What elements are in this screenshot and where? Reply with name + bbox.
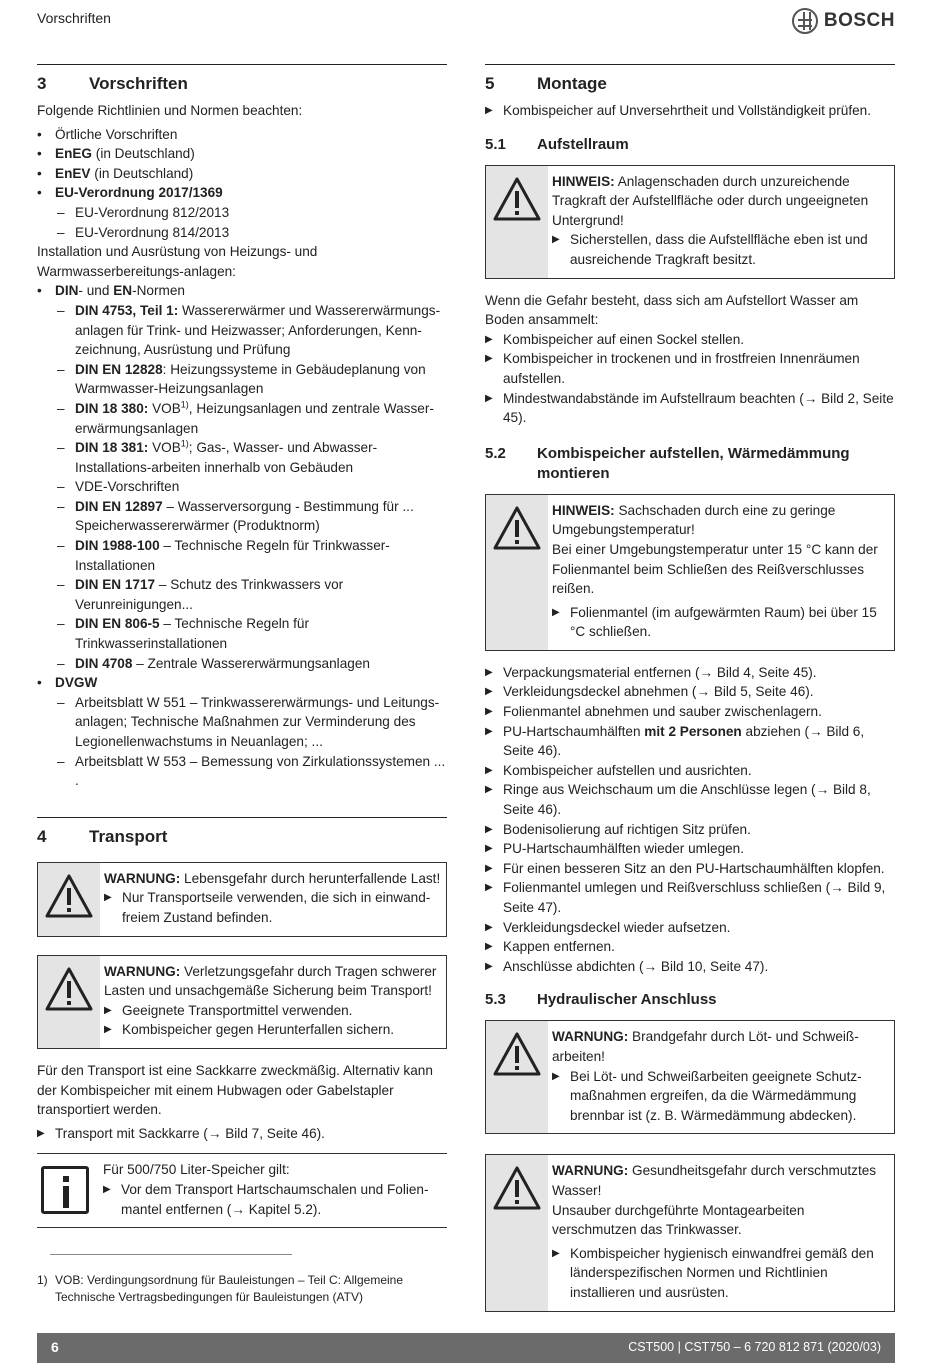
step-item: ▶ Kombispeicher hygienisch einwandfrei gemäß den länderspezifischen Normen und Richtlinien installieren und ausrüsten. [552,1244,890,1303]
step-item: ▶ Kombispeicher auf Unversehrtheit und Vollständigkeit prüfen. [485,101,895,121]
warning-icon-cell [486,1155,548,1310]
warning-box [485,1020,895,1134]
list-item: • DVGW – Arbeitsblatt W 551 – Trinkwassererwärmungs- und Leitungs-anlagen; Technische Maßnahmen zur Verminderung des Legionellenwachstums in Neuanlagen; ... – Arbeitsblatt W 553 – Bemessung von Zirkulationssystemen ... . [37,673,447,791]
list-item: – DIN EN 1717 – Schutz des Trinkwassers vor Verunreinigungen... [37,575,447,614]
section-5-heading [485,64,895,95]
warning-icon-cell [486,166,548,278]
subsection-title: Kombispeicher aufstellen, Wärmedämmung montieren [537,444,850,482]
notice-text: HINWEIS: Sachschaden durch eine zu geringe Umgebungstemperatur! [552,502,836,538]
section-title: Vorschriften [89,74,188,93]
footnote-number: 1) [37,1273,48,1287]
subsection-title: Hydraulischer Anschluss [537,991,717,1009]
subsection-5-2-heading [485,444,895,484]
step-item: ▶ Kappen entfernen. [485,937,895,957]
list-item: • EU-Verordnung 2017/1369 – EU-Verordnung 812/2013 – EU-Verordnung 814/2013 [37,183,447,242]
info-box [37,1153,447,1228]
warning-triangle-icon [492,1165,542,1211]
step-item: ▶ Ringe aus Weichschaum um die Anschlüsse legen (→ Bild 8, Seite 46). [485,780,895,819]
left-column [37,64,447,1238]
warning-box [37,862,447,937]
warning-text: WARNUNG: Verletzungsgefahr durch Tragen schwerer Lasten und unsachgemäße Sicherung beim Transport! [104,963,437,999]
list-item: – Arbeitsblatt W 551 – Trinkwassererwärmungs- und Leitungs-anlagen; Technische Maßnahmen zur Verminderung des Legionellenwachstums in Neuanlagen; ... [37,693,447,752]
footnote-divider [50,1254,292,1255]
info-icon-cell [37,1154,99,1227]
aufstell-paragraph: Wenn die Gefahr besteht, dass sich am Aufstellort Wasser am Boden ansammelt: [485,292,859,328]
list-item: – Arbeitsblatt W 553 – Bemessung von Zirkulationssystemen ... . [37,752,447,791]
step-item: ▶ Kombispeicher gegen Herunterfallen sichern. [104,1020,442,1040]
warning-text: WARNUNG: Lebensgefahr durch herunterfallende Last! [104,870,441,886]
step-item: ▶ Geeignete Transportmittel verwenden. [104,1001,442,1021]
warning-triangle-icon [492,1031,542,1077]
document-reference: CST500 | CST750 – 6 720 812 871 (2020/03) [628,1340,881,1355]
warning-triangle-icon [492,176,542,222]
section-number: 4 [37,826,47,846]
step-item: ▶ PU-Hartschaumhälften mit 2 Personen abziehen (→ Bild 6, Seite 46). [485,722,895,761]
notice-box [485,165,895,279]
step-item: ▶ Folienmantel (im aufgewärmten Raum) bei über 15 °C schließen. [552,603,890,642]
list-item: • Örtliche Vorschriften [37,125,447,145]
subsection-number: 5.3 [485,991,506,1009]
subsection-5-3-heading [485,990,895,1010]
montage-steps [485,663,895,977]
step-item: ▶ Verpackungsmaterial entfernen (→ Bild 4, Seite 45). [485,663,895,683]
info-icon [41,1166,89,1214]
notice-box [485,494,895,651]
warning-box [37,955,447,1049]
warning-text: WARNUNG: Gesundheitsgefahr durch verschmutztes Wasser! [552,1163,877,1198]
notice-text: HINWEIS: Anlagenschaden durch unzureichende Tragkraft der Aufstellfläche oder durch ungeeigneten Untergrund! [552,173,869,228]
warning-triangle-icon [44,873,94,919]
list-item: – DIN 18 380: VOB$^{1)}$, Heizungsanlagen und zentrale Wasser-erwärmungsanlagen [37,399,447,438]
warning-icon-cell [486,1021,548,1133]
section-title: Transport [89,826,168,846]
sec3-intro: Folgende Richtlinien und Normen beachten: [37,103,303,118]
section-4-heading [37,817,447,848]
warning-extra: Unsauber durchgeführte Montagearbeiten verschmutzen das Trinkwasser. [552,1202,805,1238]
step-item: ▶ PU-Hartschaumhälften wieder umlegen. [485,839,895,859]
list-item: – DIN EN 806-5 – Technische Regeln für Trinkwasserinstallationen [37,614,447,653]
step-item: ▶ Bei Löt- und Schweißarbeiten geeignete Schutz-maßnahmen ergreifen, da die Wärmedämmung brennbar ist (z. B. Wärmedämmung abdecken). [552,1067,890,1126]
warning-icon-cell [38,956,100,1048]
step-item: ▶ Anschlüsse abdichten (→ Bild 10, Seite 47). [485,957,895,977]
page-footer [37,1333,895,1363]
step-item: ▶ Für einen besseren Sitz an den PU-Hartschaumhälften klopfen. [485,859,895,879]
right-column [485,64,895,1324]
footnote [37,1272,447,1306]
din-list [37,281,447,790]
info-text: Für 500/750 Liter-Speicher gilt: [103,1162,290,1178]
install-intro: Installation und Ausrüstung von Heizungs- und Warmwasserbereitungs-anlagen: [37,244,318,279]
bosch-armature-icon [792,8,818,34]
subsection-number: 5.1 [485,135,506,153]
warning-box [485,1154,895,1311]
list-item: – DIN 4708 – Zentrale Wassererwärmungsanlagen [37,654,447,674]
warning-triangle-icon [492,505,542,551]
footnote-text: VOB: Verdingungsordnung für Bauleistungen – Teil C: Allgemeine Technische Vertragsbedingungen für Bauleistungen (ATV) [55,1273,404,1304]
step-item: ▶ Kombispeicher auf einen Sockel stellen. [485,330,895,350]
step-item: ▶ Folienmantel umlegen und Reißverschluss schließen (→ Bild 9, Seite 47). [485,878,895,917]
step-item: ▶ Verkleidungsdeckel wieder aufsetzen. [485,918,895,938]
step-item: ▶ Nur Transportseile verwenden, die sich in einwand-freiem Zustand befinden. [104,888,442,927]
list-item: – EU-Verordnung 812/2013 [37,203,447,223]
step-item: ▶ Sicherstellen, dass die Aufstellfläche eben ist und ausreichende Tragkraft besitzt. [552,230,890,269]
list-item: • DIN- und EN-Normen – DIN 4753, Teil 1: Wassererwärmer und Wassererwärmungs-anlagen für Trink- und Heizwasser; Anforderungen, Kenn-zeichnung, Ausrüstung und Prüfung – DIN EN 12828: Heizungssysteme in Gebäudeplanung von Warmwasser-Heizungsanlagen – DIN 18 380: VOB$^{1)}$, Heizungsanlagen und zentrale Wasser-erwärmungsanlagen – DIN 18 381: VOB$^{1)}$; Gas-, Wasser- und Abwasser-Installations-arbeiten innerhalb von Gebäuden – VDE-Vorschriften – DIN EN 12897 – Wasserversorgung - Bestimmung für ... Speicherwassererwärmer (Produktnorm) – DIN 1988-100 – Technische Regeln für Trinkwasser-Installationen – DIN EN 1717 – Schutz des Trinkwassers vor Verunreinigungen... – DIN EN 806-5 – Technische Regeln für Trinkwasserinstallationen – DIN 4708 – Zentrale Wassererwärmungsanlagen [37,281,447,673]
list-item: – DIN 18 381: VOB$^{1)}$; Gas-, Wasser- und Abwasser-Installations-arbeiten innerhalb von Gebäuden [37,438,447,477]
step-item: ▶ Vor dem Transport Hartschaumschalen und Folien-mantel entfernen (→ Kapitel 5.2). [103,1180,443,1219]
list-item: – DIN EN 12897 – Wasserversorgung - Bestimmung für ... Speicherwassererwärmer (Produktnorm) [37,497,447,536]
list-item: • EnEV (in Deutschland) [37,164,447,184]
regulations-list [37,125,447,243]
step-item: ▶ Transport mit Sackkarre (→ Bild 7, Seite 46). [37,1124,447,1144]
section-title: Montage [537,74,607,93]
page-number: 6 [51,1339,59,1356]
warning-text: WARNUNG: Brandgefahr durch Löt- und Schweiß-arbeiten! [552,1029,859,1064]
section-3-heading [37,64,447,95]
step-item: ▶ Verkleidungsdeckel abnehmen (→ Bild 5, Seite 46). [485,682,895,702]
step-item: ▶ Kombispeicher in trockenen und in frostfreien Innenräumen aufstellen. [485,349,895,388]
list-item: – DIN 4753, Teil 1: Wassererwärmer und Wassererwärmungs-anlagen für Trink- und Heizwasser; Anforderungen, Kenn-zeichnung, Ausrüstung und Prüfung [37,301,447,360]
step-item: ▶ Kombispeicher aufstellen und ausrichten. [485,761,895,781]
subsection-5-1-heading [485,135,895,155]
list-item: – VDE-Vorschriften [37,477,447,497]
running-header-title: Vorschriften [37,10,111,26]
section-number: 3 [37,74,47,93]
warning-icon-cell [486,495,548,650]
subsection-title: Aufstellraum [537,135,629,153]
list-item: – DIN EN 12828: Heizungssysteme in Gebäudeplanung von Warmwasser-Heizungsanlagen [37,360,447,399]
step-item: ▶ Folienmantel abnehmen und sauber zwischenlagern. [485,702,895,722]
list-item: – DIN 1988-100 – Technische Regeln für Trinkwasser-Installationen [37,536,447,575]
warning-triangle-icon [44,966,94,1012]
warning-icon-cell [38,863,100,936]
list-item: • EnEG (in Deutschland) [37,144,447,164]
step-item: ▶ Bodenisolierung auf richtigen Sitz prüfen. [485,820,895,840]
bosch-logo [792,8,895,34]
section-number: 5 [485,74,495,93]
transport-paragraph: Für den Transport ist eine Sackkarre zweckmäßig. Alternativ kann der Kombispeicher mit einem Hubwagen oder Gabelstapler transportiert werden. [37,1062,433,1118]
list-item: – EU-Verordnung 814/2013 [37,223,447,243]
notice-extra: Bei einer Umgebungstemperatur unter 15 °C kann der Folienmantel beim Schließen des Reißverschlusses reißen. [552,541,878,597]
step-item: ▶ Mindestwandabstände im Aufstellraum beachten (→ Bild 2, Seite 45). [485,389,895,428]
brand-name: BOSCH [823,10,895,32]
subsection-number: 5.2 [485,444,506,462]
